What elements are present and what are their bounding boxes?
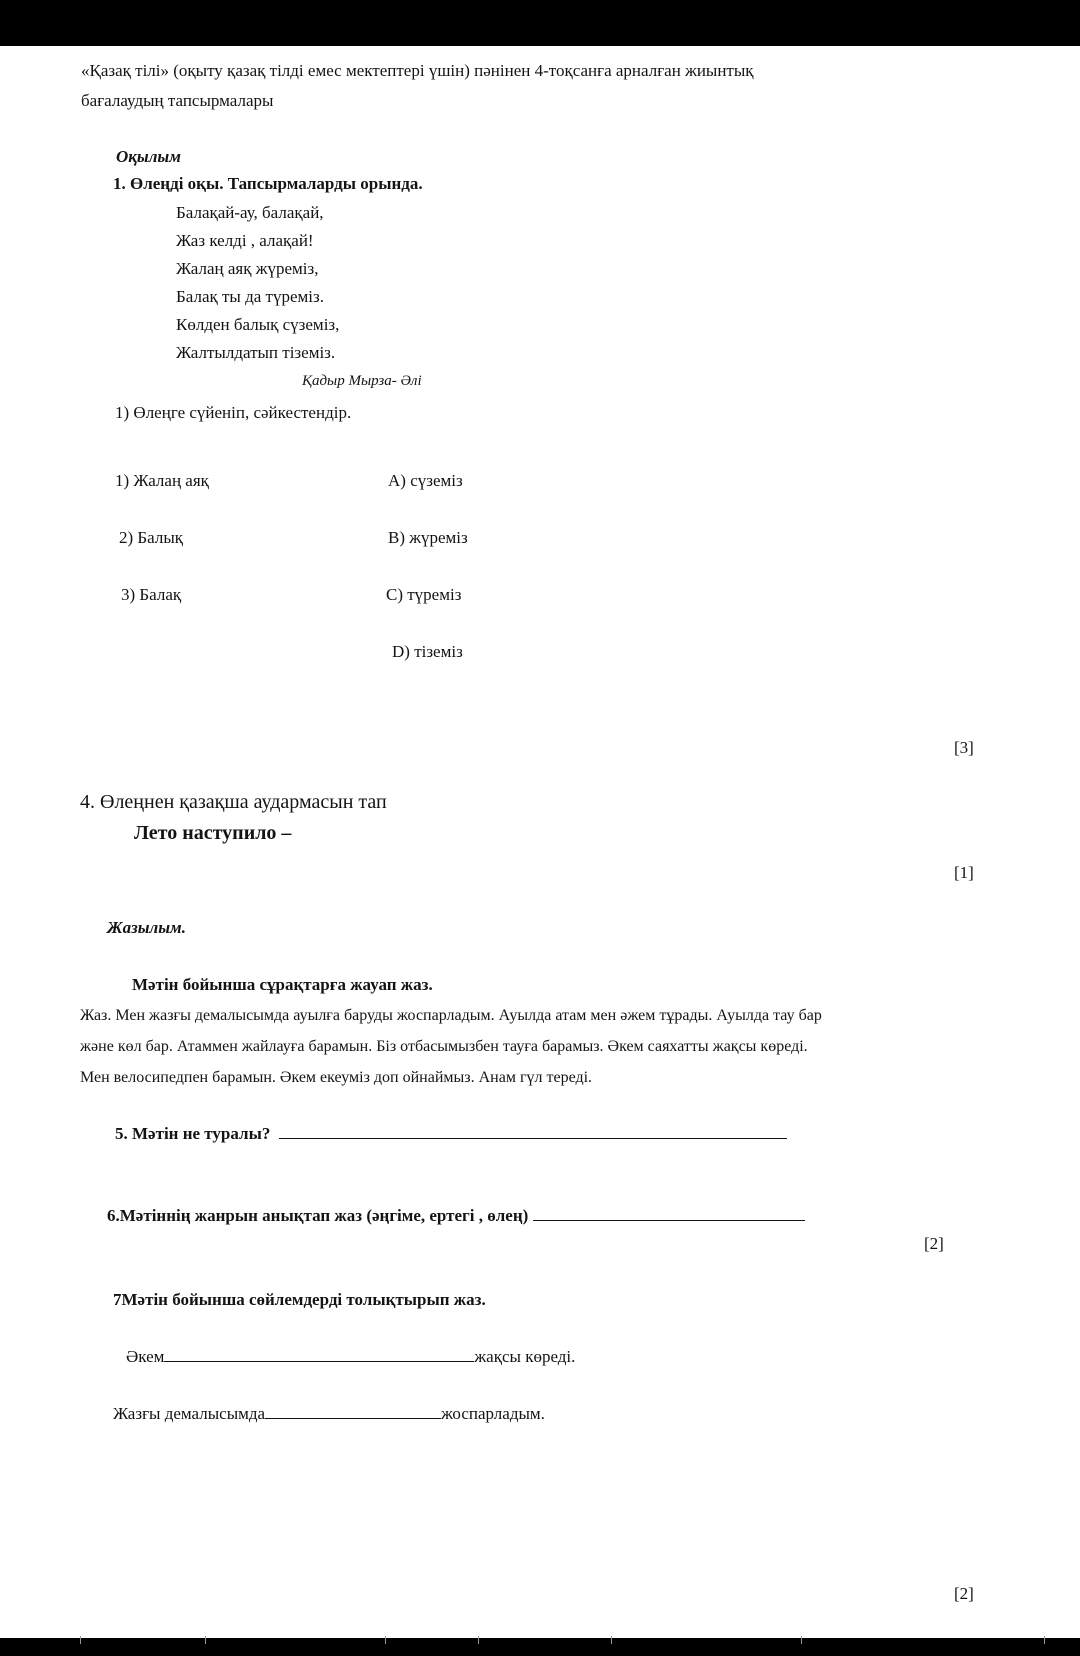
writing-instruction: Мәтін бойынша сұрақтарға жауап жаз. <box>132 975 433 994</box>
document-page <box>0 46 1080 1638</box>
question-5 <box>115 1124 787 1144</box>
answer-6-line[interactable] <box>533 1206 805 1221</box>
ruler-tick <box>478 1636 479 1644</box>
question-7: 7Мәтін бойынша сөйлемдерді толықтырып жаз. <box>113 1290 486 1309</box>
ruler-tick <box>1044 1636 1045 1644</box>
writing-heading: Жазылым. <box>107 918 186 937</box>
ruler-tick <box>611 1636 612 1644</box>
match-right-item: С) түреміз <box>386 585 462 604</box>
score-task6: [2] <box>924 1234 944 1253</box>
poem-line: Балақай-ау, балақай, <box>176 203 324 222</box>
score-task4: [1] <box>954 863 974 882</box>
poem-author: Қадыр Мырза- Әлі <box>302 373 422 389</box>
fill-2-blank[interactable] <box>265 1404 441 1419</box>
fill-1-before: Әкем <box>126 1347 165 1366</box>
question-5-label: 5. Мәтін не туралы? <box>115 1124 271 1143</box>
poem-line: Көлден балық сүземіз, <box>176 315 340 334</box>
poem-line: Балақ ты да түреміз. <box>176 287 324 306</box>
fill-2-after: жоспарладым. <box>441 1404 545 1423</box>
document-title-line1: «Қазақ тілі» (оқыту қазақ тілді емес мектептері үшін) пәнінен 4-тоқсанға арналған жиынтық <box>81 61 754 80</box>
text-line: Мен велосипедпен барамын. Әкем екеуміз доп ойнаймыз. Анам гүл тереді. <box>80 1069 593 1086</box>
fill-1-after: жақсы көреді. <box>474 1347 576 1366</box>
answer-5-line[interactable] <box>279 1124 787 1139</box>
fill-2-before: Жазғы демалысымда <box>113 1404 266 1423</box>
task1-title: 1. Өлеңді оқы. Тапсырмаларды орында. <box>113 174 423 193</box>
match-right-item: В) жүреміз <box>388 528 468 547</box>
subtask1-instruction: 1) Өлеңге сүйеніп, сәйкестендір. <box>115 403 352 422</box>
score-task1: [3] <box>954 738 974 757</box>
question-6-label: 6.Мәтіннің жанрын анықтап жаз (әңгіме, ертегі , өлең) <box>107 1206 529 1225</box>
match-right-item: D) тіземіз <box>392 642 463 661</box>
question-6 <box>107 1206 805 1226</box>
text-line: Жаз. Мен жазғы демалысымда ауылға баруды жоспарладым. Ауылда атам мен әжем тұрады. Ауылда тау бар <box>80 1007 822 1024</box>
fill-sentence-2 <box>113 1404 545 1424</box>
poem-line: Жалтылдатып тіземіз. <box>176 343 336 362</box>
document-title-line2: бағалаудың тапсырмалары <box>81 91 274 110</box>
ruler-tick <box>80 1636 81 1644</box>
text-line: және көл бар. Атаммен жайлауға барамын. Біз отбасымызбен тауға барамыз. Әкем саяхатты жақсы көреді. <box>80 1038 808 1055</box>
poem-line: Жалаң аяқ жүреміз, <box>176 259 319 278</box>
fill-1-blank[interactable] <box>164 1347 474 1362</box>
task4-title: 4. Өлеңнен қазақша аудармасын тап <box>80 791 387 813</box>
ruler-tick <box>205 1636 206 1644</box>
ruler-tick <box>385 1636 386 1644</box>
match-left-item: 3) Балақ <box>121 585 182 604</box>
poem-line: Жаз келді , алақай! <box>176 231 314 250</box>
reading-heading: Оқылым <box>116 147 181 166</box>
match-left-item: 2) Балық <box>119 528 184 547</box>
match-left-item: 1) Жалаң аяқ <box>115 471 209 490</box>
score-task7: [2] <box>954 1584 974 1603</box>
match-right-item: А) сүземіз <box>388 471 463 490</box>
fill-sentence-1 <box>126 1347 575 1367</box>
ruler-tick <box>801 1636 802 1644</box>
task4-phrase: Лето наступило – <box>134 822 292 844</box>
